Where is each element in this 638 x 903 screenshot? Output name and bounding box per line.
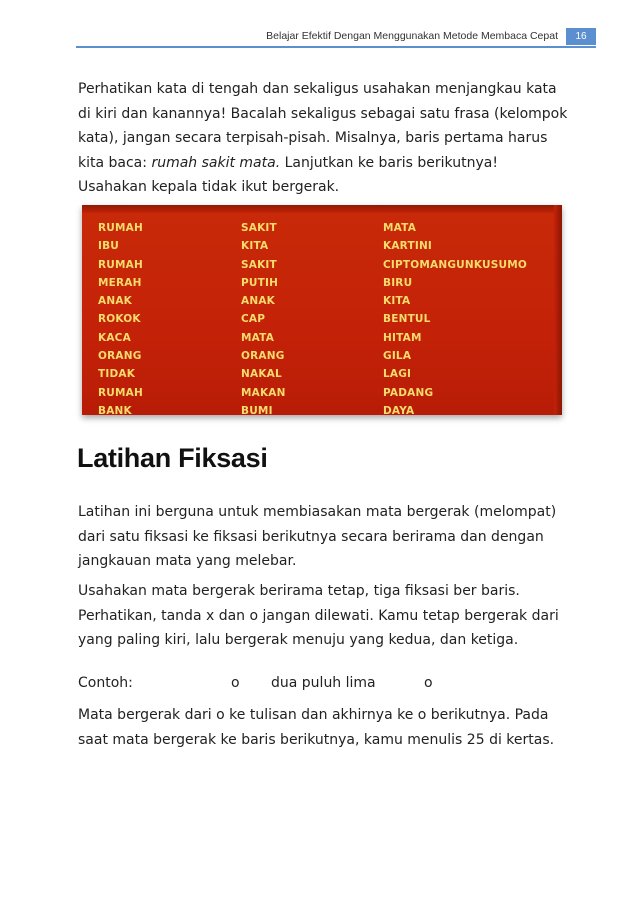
word-cell: ANAK: [98, 295, 132, 308]
paragraph-line: Latihan ini berguna untuk membiasakan mata bergerak (melompat): [78, 504, 557, 520]
word-cell: SAKIT: [241, 222, 277, 234]
intro-line: Perhatikan kata di tengah dan sekaligus usahakan menjangkau kata: [78, 81, 557, 97]
paragraph-line: saat mata bergerak ke baris berikutnya, kamu menulis 25 di kertas.: [78, 731, 555, 748]
paragraph-instructions: [78, 579, 568, 653]
paragraph-explanation: [78, 703, 568, 752]
word-cell: KITA: [241, 240, 269, 253]
word-cell: IBU: [98, 240, 120, 253]
paragraph-line: Mata bergerak dari o ke tulisan dan akhirnya ke o berikutnya. Pada: [78, 707, 549, 723]
word-cell: MATA: [241, 331, 275, 344]
word-cell: HITAM: [383, 331, 422, 344]
word-cell: KITA: [383, 295, 411, 308]
intro-line: [78, 151, 568, 176]
word-cell: SAKIT: [241, 258, 277, 271]
word-cell: KACA: [98, 331, 131, 344]
word-cell: MERAH: [98, 276, 142, 289]
intro-paragraph: [78, 77, 568, 200]
fixation-marker-left: o: [231, 675, 240, 691]
intro-line-text: Lanjutkan ke baris berikutnya!: [280, 154, 498, 171]
paragraph-line: Usahakan mata bergerak berirama tetap, tiga fiksasi ber baris.: [78, 583, 520, 599]
intro-line: kata), jangan secara terpisah-pisah. Misalnya, baris pertama harus: [78, 130, 548, 146]
word-cell: ORANG: [98, 350, 142, 363]
intro-line: di kiri dan kanannya! Bacalah sekaligus sebagai satu frasa (kelompok: [78, 105, 568, 122]
word-cell: CAP: [241, 313, 266, 326]
word-cell: BUMI: [241, 404, 273, 417]
paragraph-line: Perhatikan, tanda x dan o jangan dilewati. Kamu tetap bergerak dari: [78, 607, 559, 624]
intro-line-text: kita baca:: [78, 154, 152, 171]
word-cell: ROKOK: [98, 313, 141, 326]
word-cell: BENTUL: [383, 313, 431, 326]
word-cell: RUMAH: [98, 386, 143, 399]
example-phrase-italic: rumah sakit mata.: [151, 154, 281, 171]
word-cell: ORANG: [241, 350, 285, 363]
word-cell: BIRU: [383, 276, 413, 289]
word-cell: GILA: [383, 350, 412, 363]
intro-line: Usahakan kepala tidak ikut bergerak.: [78, 179, 340, 195]
word-cell: PADANG: [383, 386, 434, 399]
page-number: 16: [566, 28, 596, 45]
header-rule: [76, 46, 596, 48]
example-label: Contoh:: [78, 675, 133, 691]
word-cell: DAYA: [383, 404, 415, 417]
word-cell: LAGI: [383, 368, 412, 381]
paragraph-line: jangkauan mata yang melebar.: [78, 553, 297, 569]
word-cell: ANAK: [241, 295, 275, 308]
fixation-marker-right: o: [424, 675, 433, 691]
section-heading: Latihan Fiksasi: [77, 443, 268, 473]
word-cell: KARTINI: [383, 240, 433, 253]
paragraph-line: yang paling kiri, lalu bergerak menuju yang kedua, dan ketiga.: [78, 632, 519, 648]
word-cell: RUMAH: [98, 222, 143, 234]
page-header: [0, 28, 638, 48]
word-cell: MAKAN: [241, 386, 286, 399]
paragraph-line: dari satu fiksasi ke fiksasi berikutnya secara berirama dan dengan: [78, 528, 544, 545]
word-cell: CIPTOMANGUNKUSUMO: [383, 258, 528, 271]
header-title: Belajar Efektif Dengan Menggunakan Metode Membaca Cepat: [266, 30, 558, 42]
example-phrase: dua puluh lima: [271, 675, 376, 691]
word-cell: PUTIH: [241, 276, 279, 289]
word-cell: BANK: [98, 404, 132, 417]
paragraph-purpose: [78, 500, 568, 574]
word-cell: NAKAL: [241, 368, 282, 381]
example-row: [78, 671, 568, 695]
word-table: [82, 205, 562, 415]
word-cell: RUMAH: [98, 258, 143, 271]
word-cell: MATA: [383, 222, 417, 234]
word-grid: [98, 219, 548, 420]
word-cell: TIDAK: [98, 368, 136, 381]
